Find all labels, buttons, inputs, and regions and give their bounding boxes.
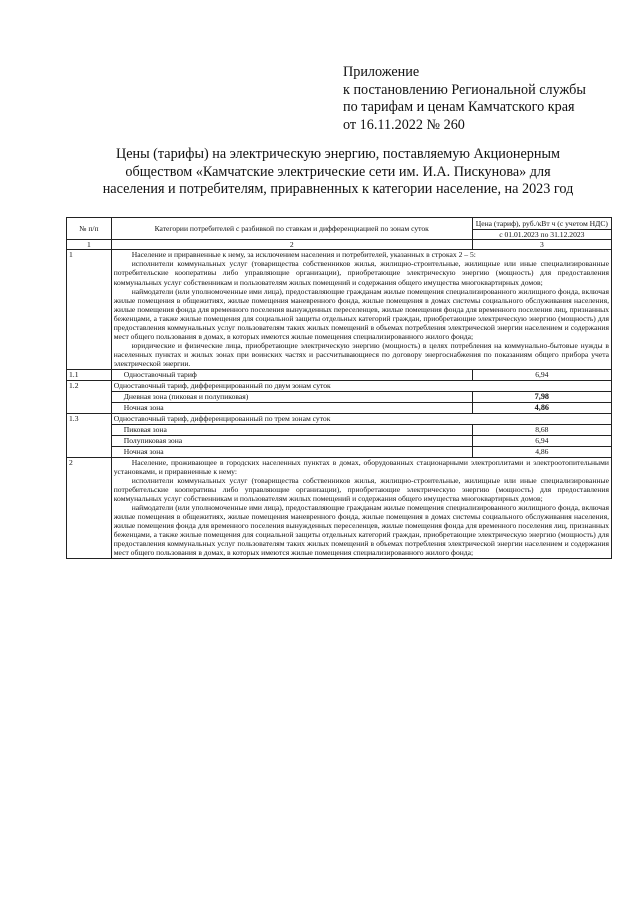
category-paragraph: исполнители коммунальных услуг (товарищества собственников жилья, жилищно-строительные, жилищные или иные специализированные потребительские кооперативы либо управляющие организации), приобретающие электрическую энергию (мощность) для предоставления коммунальных услуг собственникам и пользователям жилых помещений и содержания общего имущества многоквартирных домов; <box>113 475 609 503</box>
tariff-value: 6,94 <box>472 369 611 380</box>
table-row <box>67 457 612 558</box>
zone-value: 7,98 <box>472 391 611 402</box>
table-row <box>67 413 612 424</box>
zone-value: 8,68 <box>472 424 611 435</box>
row-number: 1.1 <box>67 369 112 380</box>
category-paragraph: наймодатели (или уполномоченные ими лица), предоставляющие гражданам жилые помещения специализированного жилищного фонда, включая жилые помещения в общежитиях, жилые помещения маневренного фонда, жилые помещения в домах системы социального обслуживания населения, жилые помещения фонда для временного поселения вынужденных переселенцев, жилые помещения фонда для временного поселения лиц, признанных беженцами, а также жилые помещения для социальной защиты отдельных категорий граждан, приобретающие электрическую энергию (мощность) для предоставления коммунальных услуг пользователям таких жилых помещений в объемах потребления электрической энергии населением и содержания мест общего пользования в домах, в которых имеются жилые помещения специализированного жилого фонда; <box>113 286 609 342</box>
tariff-label: Одноставочный тариф, дифференцированный по двум зонам суток <box>111 380 611 391</box>
table-row <box>67 402 612 413</box>
tariff-table <box>66 217 612 559</box>
title-line: населения и потребителям, приравненных к категории население, на 2023 год <box>102 181 574 198</box>
table-row <box>67 250 612 369</box>
appendix-line: по тарифам и ценам Камчатского края <box>343 99 575 115</box>
appendix-line: от 16.11.2022 № 260 <box>343 116 465 133</box>
category-paragraph: исполнители коммунальных услуг (товарищества собственников жилья, жилищно-строительные, жилищные или иные специализированные потребительские кооперативы либо управляющие организации), приобретающие электрическую энергию (мощность) для предоставления коммунальных услуг собственникам и пользователям жилых помещений и содержания общего имущества многоквартирных домов; <box>113 259 609 287</box>
row-category <box>111 457 611 558</box>
zone-label: Ночная зона <box>111 446 472 457</box>
column-index-row <box>67 240 612 250</box>
category-paragraph: Население и приравненные к нему, за исключением населения и потребителей, указанных в строках 2 – 5: <box>131 250 476 260</box>
table-row <box>67 380 612 391</box>
table-row <box>67 446 612 457</box>
table-row <box>67 424 612 435</box>
category-paragraph: наймодатели (или уполномоченные ими лица), предоставляющие гражданам жилые помещения специализированного жилищного фонда, включая жилые помещения в общежитиях, жилые помещения маневренного фонда, жилые помещения в домах системы социального обслуживания населения, жилые помещения фонда для временного поселения вынужденных переселенцев, жилые помещения фонда для временного поселения лиц, признанных беженцами, а также жилые помещения для социальной защиты отдельных категорий граждан, приобретающие электрическую энергию (мощность) для предоставления коммунальных услуг пользователям таких жилых помещений в объемах потребления электрической энергии населением и содержания мест общего пользования в домах, в которых имеются жилые помещения специализированного жилого фонда; <box>113 502 609 558</box>
title-line: обществом «Камчатские электрические сети им. И.А. Пискунова» для <box>125 163 551 180</box>
zone-label: Ночная зона <box>111 402 472 413</box>
column-index: 1 <box>67 240 112 250</box>
table-row <box>67 435 612 446</box>
zone-value: 4,86 <box>472 402 611 413</box>
category-paragraph: Население, проживающее в городских населенных пунктах в домах, оборудованных стационарными электроплитами и электроотопительными установками, и приравненные к нему: <box>113 457 609 476</box>
row-category <box>111 250 611 369</box>
row-number: 2 <box>67 457 112 558</box>
table-row <box>67 391 612 402</box>
table-header-row <box>67 218 612 230</box>
column-index: 3 <box>472 240 611 250</box>
document-title <box>60 146 616 199</box>
row-number: 1 <box>67 250 112 369</box>
header-price: Цена (тариф), руб./кВт ч (с учетом НДС) <box>472 218 611 230</box>
zone-label: Пиковая зона <box>111 424 472 435</box>
tariff-label: Одноставочный тариф <box>111 369 472 380</box>
title-line: Цены (тарифы) на электрическую энергию, поставляемую Акционерным <box>115 146 561 162</box>
zone-label: Полупиковая зона <box>111 435 472 446</box>
column-index: 2 <box>111 240 472 250</box>
appendix-line: Приложение <box>343 64 420 80</box>
zone-label: Дневная зона (пиковая и полупиковая) <box>111 391 472 402</box>
tariff-label: Одноставочный тариф, дифференцированный по трем зонам суток <box>111 413 611 424</box>
zone-value: 6,94 <box>472 435 611 446</box>
header-category: Категории потребителей с разбивкой по ставкам и дифференциацией по зонам суток <box>111 218 472 240</box>
zone-value: 4,86 <box>472 446 611 457</box>
header-period: с 01.01.2023 по 31.12.2023 <box>472 230 611 240</box>
row-number: 1.2 <box>67 380 112 413</box>
table-row <box>67 369 612 380</box>
appendix-block <box>343 64 613 134</box>
row-number: 1.3 <box>67 413 112 457</box>
appendix-line: к постановлению Региональной службы <box>343 81 586 98</box>
category-paragraph: юридические и физические лица, приобретающие электрическую энергию (мощность) в целях потребления на коммунально-бытовые нужды в населенных пунктах и жилых зонах при воинских частях и рассчитывающиеся по договору энергоснабжения по показаниям общего прибора учета электрической энергии. <box>113 341 609 369</box>
header-num: № п/п <box>67 218 112 240</box>
